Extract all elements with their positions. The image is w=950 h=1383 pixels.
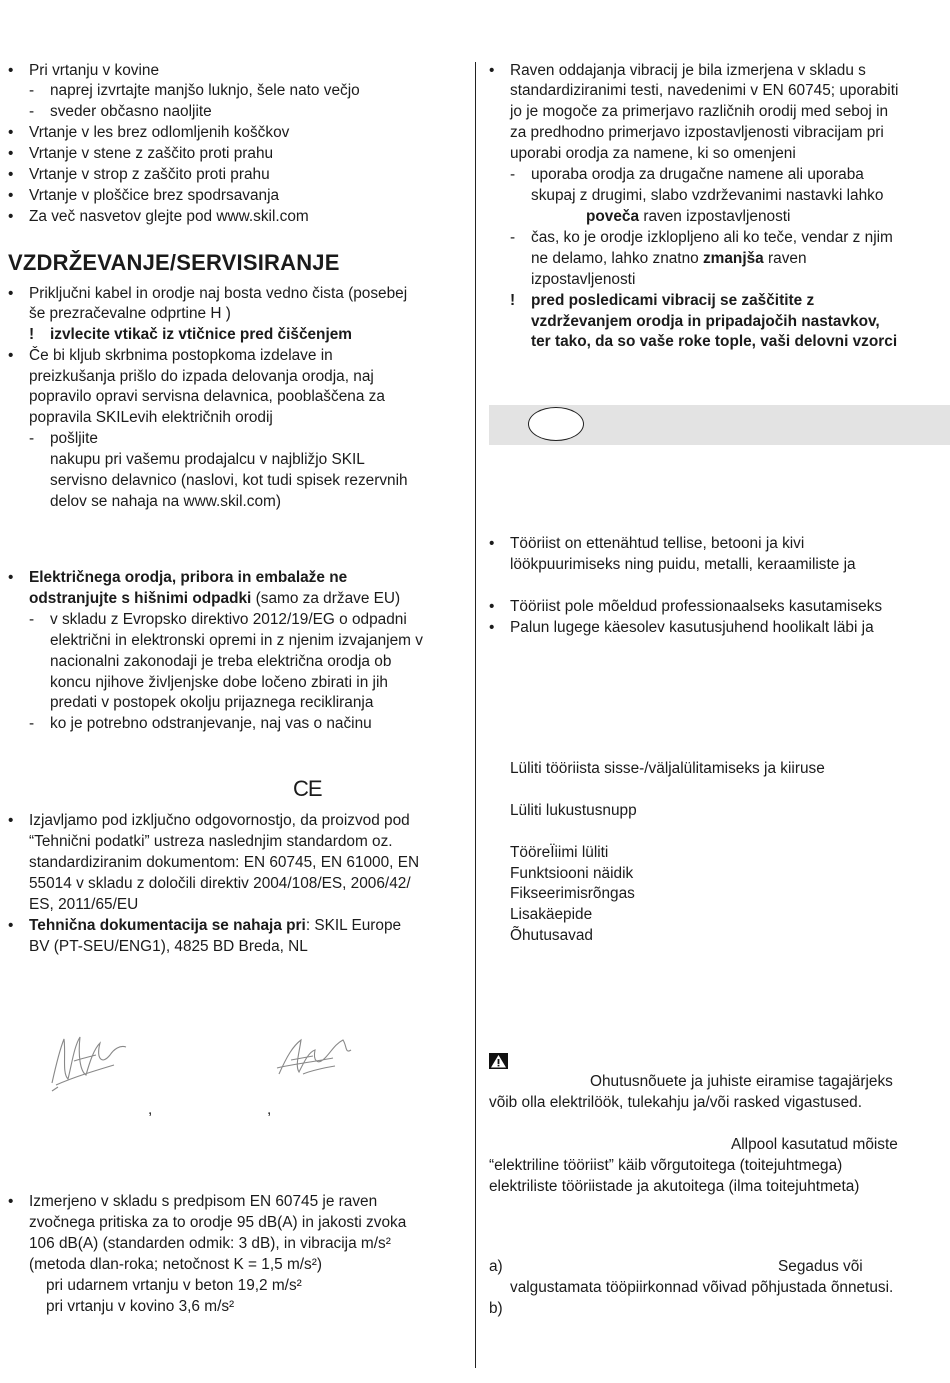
tip-metal-sub2: sveder občasno naoljite: [50, 103, 212, 120]
vib-text: standardiziranimi testi, navedenimi v EN 60745; uporabiti: [510, 82, 899, 99]
part-item: Lisakäepide: [510, 906, 593, 923]
vib-text: [531, 248, 807, 269]
item-label: b): [489, 1300, 503, 1317]
maint-text: še prezračevalne odprtine H ): [29, 305, 231, 322]
bullet: •: [8, 1193, 14, 1210]
maint-text: servisno delavnico (naslovi, kot tudi spisek rezervnih: [50, 472, 408, 489]
bullet: •: [8, 145, 14, 162]
signature-comma: ,: [267, 1101, 272, 1118]
noise-text: pri vrtanju v kovino 3,6 m/s²: [46, 1298, 235, 1315]
decl-text: Izjavljamo pod izključno odgovornostjo, da proizvod pod: [29, 812, 410, 829]
warning-triangle-icon: [489, 1053, 508, 1069]
tip-ceiling: Vrtanje v strop z zaščito proti prahu: [29, 166, 270, 183]
dash: -: [29, 430, 35, 447]
vib-text: Raven oddajanja vibracij je bila izmerjena v skladu s: [510, 62, 866, 79]
part-item: Fikseerimisrõngas: [510, 885, 635, 902]
column-divider: [475, 62, 476, 1368]
vib-bold: zmanjša: [702, 250, 764, 267]
maint-text: popravila SKILevih električnih orodij: [29, 409, 273, 426]
part-item: Õhutusavad: [510, 927, 593, 944]
bullet: •: [489, 598, 495, 615]
noise-text: pri udarnem vrtanju v beton 19,2 m/s²: [46, 1277, 302, 1294]
maint-warning: izvlecite vtikač iz vtičnice pred čiščenjem: [50, 326, 352, 343]
dash: -: [510, 229, 516, 246]
vib-text: [586, 206, 790, 227]
exclamation-mark: !: [510, 292, 516, 309]
vib-text: čas, ko je orodje izklopljeno ali ko teče, vendar z njim: [531, 229, 893, 246]
bullet: •: [8, 812, 14, 829]
maint-text: popravilo opravi servisna delavnica, pooblaščena za: [29, 388, 385, 405]
tip-wood: Vrtanje v les brez odlomljenih koščkov: [29, 124, 290, 141]
bullet: •: [8, 124, 14, 141]
decl-text: [29, 915, 401, 936]
safety-text: elektriliste tööriistade ja akutoitega (ilma toitejuhtmeta): [489, 1178, 860, 1195]
part-item: Lüliti tööriista sisse-/väljalülitamiseks ja kiiruse: [510, 760, 825, 777]
vib-text: jo je mogoče za primerjavo različnih orodij med seboj in: [510, 103, 889, 120]
vib-bold: poveča: [586, 208, 640, 225]
decl-bold: Tehnična dokumentacija se nahaja pri: [29, 917, 306, 934]
dash: -: [29, 611, 35, 628]
dash: -: [510, 166, 516, 183]
noise-text: 106 dB(A) (standarden odmik: 3 dB), in vibracija m/s²: [29, 1235, 391, 1252]
vib-warning: vzdrževanjem orodja in pripadajočih nastavkov,: [531, 313, 880, 330]
safety-text: Allpool kasutatud mõiste: [731, 1136, 898, 1153]
item-label: a): [489, 1258, 503, 1275]
language-oval-icon: [528, 407, 584, 441]
part-item: Lüliti lukustusnupp: [510, 802, 637, 819]
dash: -: [29, 82, 35, 99]
vib-text: uporabi orodja za namene, ki so omenjeni: [510, 145, 796, 162]
signature-right: [273, 1030, 357, 1084]
tip-metal: Pri vrtanju v kovine: [29, 62, 160, 79]
vib-warning: ter tako, da so vaše roke tople, vaši delovni vzorci: [531, 333, 898, 350]
part-item: TööreÏiimi lüliti: [510, 844, 609, 861]
vib-pre: ne delamo, lahko znatno: [531, 250, 703, 267]
vib-text: uporaba orodja za drugačne namene ali uporaba: [531, 166, 864, 183]
maint-text: nakupu pri vašemu prodajalcu v najbližjo SKIL: [50, 451, 365, 468]
dash: -: [29, 103, 35, 120]
safety-text: Segadus või: [778, 1258, 863, 1275]
noise-text: (metoda dlan-roka; netočnost K = 1,5 m/s²): [29, 1256, 322, 1273]
decl-text: BV (PT-SEU/ENG1), 4825 BD Breda, NL: [29, 938, 308, 955]
maint-text: delov se nahaja na www.skil.com): [50, 493, 281, 510]
tip-more: Za več nasvetov glejte pod www.skil.com: [29, 208, 309, 225]
env-text: ko je potrebno odstranjevanje, naj vas o načinu: [50, 715, 372, 732]
vib-warning: pred posledicami vibracij se zaščitite z: [531, 292, 815, 309]
vib-text: skupaj z drugimi, slabo vzdrževanimi nastavki lahko: [531, 187, 884, 204]
bullet: •: [489, 62, 495, 79]
decl-text: “Tehnični podatki” ustreza naslednjim standardom oz.: [29, 833, 393, 850]
tip-walls: Vrtanje v stene z zaščito proti prahu: [29, 145, 274, 162]
bullet: •: [8, 166, 14, 183]
bullet: •: [8, 285, 14, 302]
noise-text: zvočnega pritiska za to orodje 95 dB(A) in jakosti zvoka: [29, 1214, 407, 1231]
env-bold: odstranjujte s hišnimi odpadki: [29, 590, 252, 607]
env-rest: (samo za države EU): [251, 590, 401, 607]
exclamation-mark: !: [29, 326, 35, 343]
tip-tiles: Vrtanje v ploščice brez spodrsavanja: [29, 187, 280, 204]
signature-left: [44, 1025, 130, 1093]
part-item: Funktsiooni näidik: [510, 865, 634, 882]
decl-text: 55014 v skladu z določili direktiv 2004/108/ES, 2006/42/: [29, 875, 411, 892]
ce-mark-icon: CE: [293, 776, 322, 801]
env-text: [29, 588, 400, 609]
maint-text: pošljite: [50, 430, 98, 447]
env-text: predati v postopek okolju prijaznega recikliranja: [50, 694, 374, 711]
env-text: Električnega orodja, pribora in embalaže ne: [29, 569, 348, 586]
dash: -: [29, 715, 35, 732]
tip-metal-sub1: naprej izvrtajte manjšo luknjo, šele nato večjo: [50, 82, 360, 99]
maint-text: preizkušanja prišlo do izpada delovanja orodja, naj: [29, 368, 374, 385]
bullet: •: [489, 535, 495, 552]
env-text: v skladu z Evropsko direktivo 2012/19/EG o odpadni: [50, 611, 407, 628]
bullet: •: [8, 917, 14, 934]
vib-rest: raven: [763, 250, 807, 267]
bullet: •: [489, 619, 495, 636]
safety-text: Ohutusnõuete ja juhiste eiramise tagajärjeks: [590, 1073, 893, 1090]
decl-rest: : SKIL Europe: [305, 917, 402, 934]
et-text: Palun lugege käesolev kasutusjuhend hoolikalt läbi ja: [510, 619, 874, 636]
bullet: •: [8, 208, 14, 225]
noise-text: Izmerjeno v skladu s predpisom EN 60745 je raven: [29, 1193, 378, 1210]
et-text: Tööriist on ettenähtud tellise, betooni ja kivi: [510, 535, 805, 552]
vib-text: izpostavljenosti: [531, 271, 636, 288]
safety-text: võib olla elektrilöök, tulekahju ja/või rasked vigastused.: [489, 1094, 862, 1111]
maint-text: Priključni kabel in orodje naj bosta vedno čista (posebej: [29, 285, 408, 302]
bullet: •: [8, 187, 14, 204]
bullet: •: [8, 347, 14, 364]
bullet: •: [8, 62, 14, 79]
et-text: Tööriist pole mõeldud professionaalseks kasutamiseks: [510, 598, 883, 615]
maint-text: Če bi kljub skrbnima postopkoma izdelave in: [29, 347, 333, 364]
maintenance-heading: VZDRŽEVANJE/SERVISIRANJE: [8, 250, 340, 275]
env-text: nacionalni zakonodaji je treba električna orodja ob: [50, 653, 392, 670]
env-text: koncu njihove življenjske dobe ločeno zbirati in jih: [50, 674, 388, 691]
bullet: •: [8, 569, 14, 586]
safety-text: “elektriline tööriist” käib võrgutoitega (toitejuhtmega): [489, 1157, 843, 1174]
safety-text: valgustamata tööpiirkonnad võivad põhjustada õnnetusi.: [510, 1279, 894, 1296]
env-text: električni in elektronski opremi in z njenim izvajanjem v: [50, 632, 423, 649]
decl-text: ES, 2011/65/EU: [29, 896, 139, 913]
signature-comma: ,: [148, 1101, 153, 1118]
vib-text: za predhodno primerjavo izpostavljenosti vibracijam pri: [510, 124, 884, 141]
decl-text: standardiziranim dokumentom: EN 60745, EN 61000, EN: [29, 854, 420, 871]
vib-rest: raven izpostavljenosti: [639, 208, 791, 225]
et-text: löökpuurimiseks ning puidu, metalli, keraamiliste ja: [510, 556, 856, 573]
